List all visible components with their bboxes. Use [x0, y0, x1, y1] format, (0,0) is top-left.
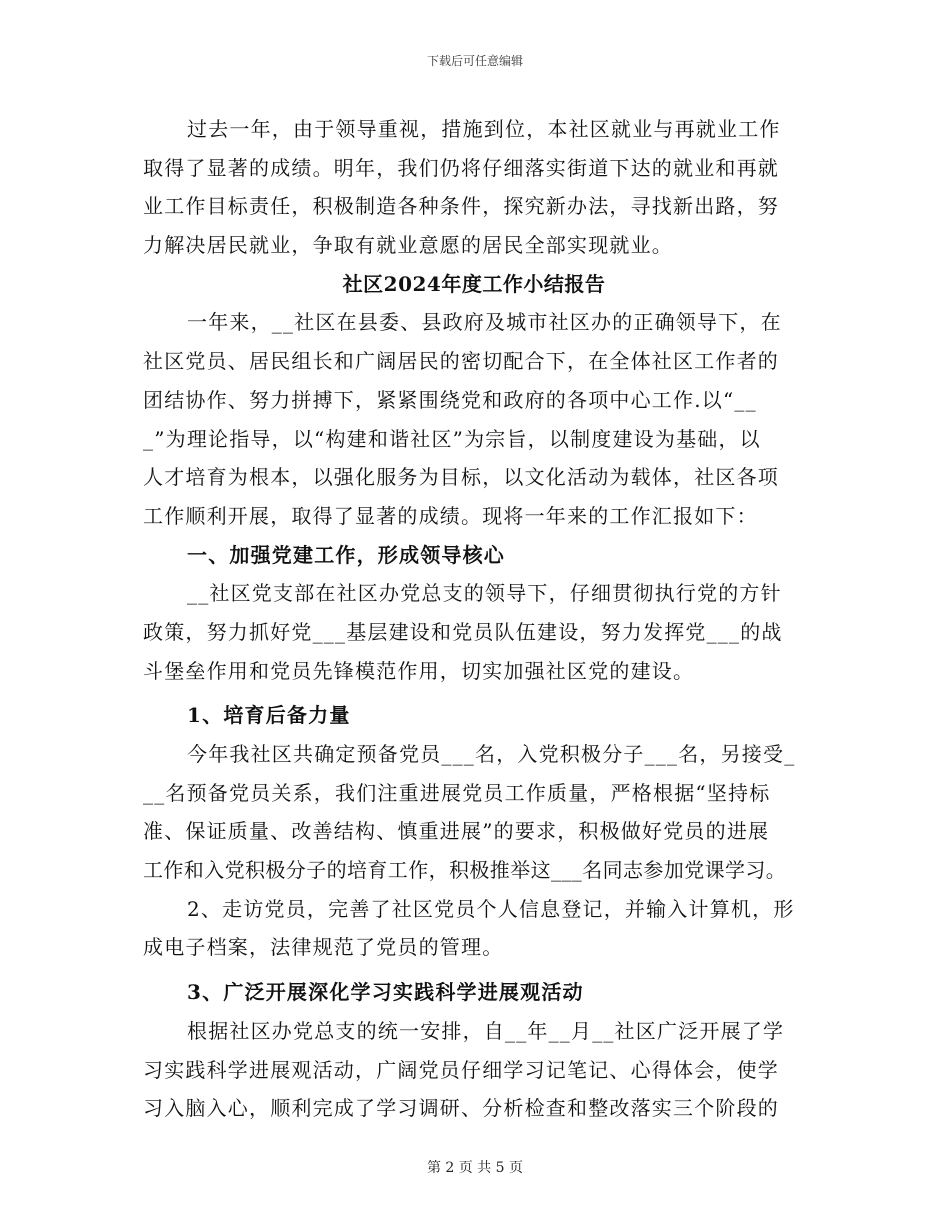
paragraph-line: 业工作目标责任，积极制造各种条件，探究新办法，寻找新出路，努 — [143, 194, 779, 219]
paragraph-line: __社区党支部在社区办党总支的领导下，仔细贯彻执行党的方针 — [187, 581, 782, 606]
paragraph-line: 一年来，__社区在县委、县政府及城市社区办的正确领导下，在 — [187, 310, 782, 335]
document-body — [143, 110, 805, 1128]
paragraph-line: 工作顺利开展，取得了显著的成绩。现将一年来的工作汇报如下： — [143, 503, 758, 528]
paragraph-line: __名预备党员关系，我们注重进展党员工作质量，严格根据“坚持标 — [143, 780, 771, 805]
report-title: 社区2024年度工作小结报告 — [342, 271, 606, 296]
paragraph-line: _”为理论指导，以“构建和谐社区”为宗旨，以制度建设为基础，以 — [143, 426, 761, 451]
paragraph-line: 成电子档案，法律规范了党员的管理。 — [143, 935, 504, 960]
paragraph-line: 准、保证质量、改善结构、慎重进展”的要求，积极做好党员的进展 — [143, 819, 770, 844]
paragraph-line: 今年我社区共确定预备党员___名，入党积极分子___名，另接受_ — [187, 742, 796, 766]
section-heading: 一、加强党建工作，形成领导核心 — [187, 542, 505, 567]
paragraph-line: 2、走访党员，完善了社区党员个人信息登记，并输入计算机，形 — [187, 896, 795, 921]
paragraph-line: 人才培育为根本，以强化服务为目标，以文化活动为载体，社区各项 — [143, 465, 779, 490]
subsection-heading: 1、培育后备力量 — [187, 703, 351, 728]
page-footer: 第 2 页 共 5 页 — [426, 1160, 524, 1176]
paragraph-line: 根据社区办党总支的统一安排，自__年__月__社区广泛开展了学 — [187, 1018, 785, 1043]
paragraph-line: 团结协作、努力拼搏下，紧紧围绕党和政府的各项中心工作.以“__ — [143, 387, 757, 412]
page-header: 下载后可任意编辑 — [426, 54, 523, 68]
paragraph-line: 力解决居民就业，争取有就业意愿的居民全部实现就业。 — [143, 233, 673, 258]
subsection-heading: 3、广泛开展深化学习实践科学进展观活动 — [187, 980, 584, 1005]
paragraph-line: 过去一年，由于领导重视，措施到位，本社区就业与再就业工作 — [187, 117, 781, 141]
paragraph-line: 习入脑入心，顺利完成了学习调研、分析检查和整改落实三个阶段的 — [143, 1096, 779, 1121]
paragraph-line: 政策，努力抓好党___基层建设和党员队伍建设，努力发挥党___的战 — [143, 619, 783, 644]
paragraph-line: 习实践科学进展观活动，广阔党员仔细学习记笔记、心得体会，使学 — [143, 1057, 779, 1082]
paragraph-line: 工作和入党积极分子的培育工作，积极推举这___名同志参加党课学习。 — [143, 858, 787, 883]
paragraph-line: 斗堡垒作用和党员先锋模范作用，切实加强社区党的建设。 — [143, 658, 695, 683]
paragraph-line: 社区党员、居民组长和广阔居民的密切配合下，在全体社区工作者的 — [143, 349, 779, 374]
paragraph-line: 取得了显著的成绩。明年，我们仍将仔细落实街道下达的就业和再就 — [143, 155, 779, 180]
